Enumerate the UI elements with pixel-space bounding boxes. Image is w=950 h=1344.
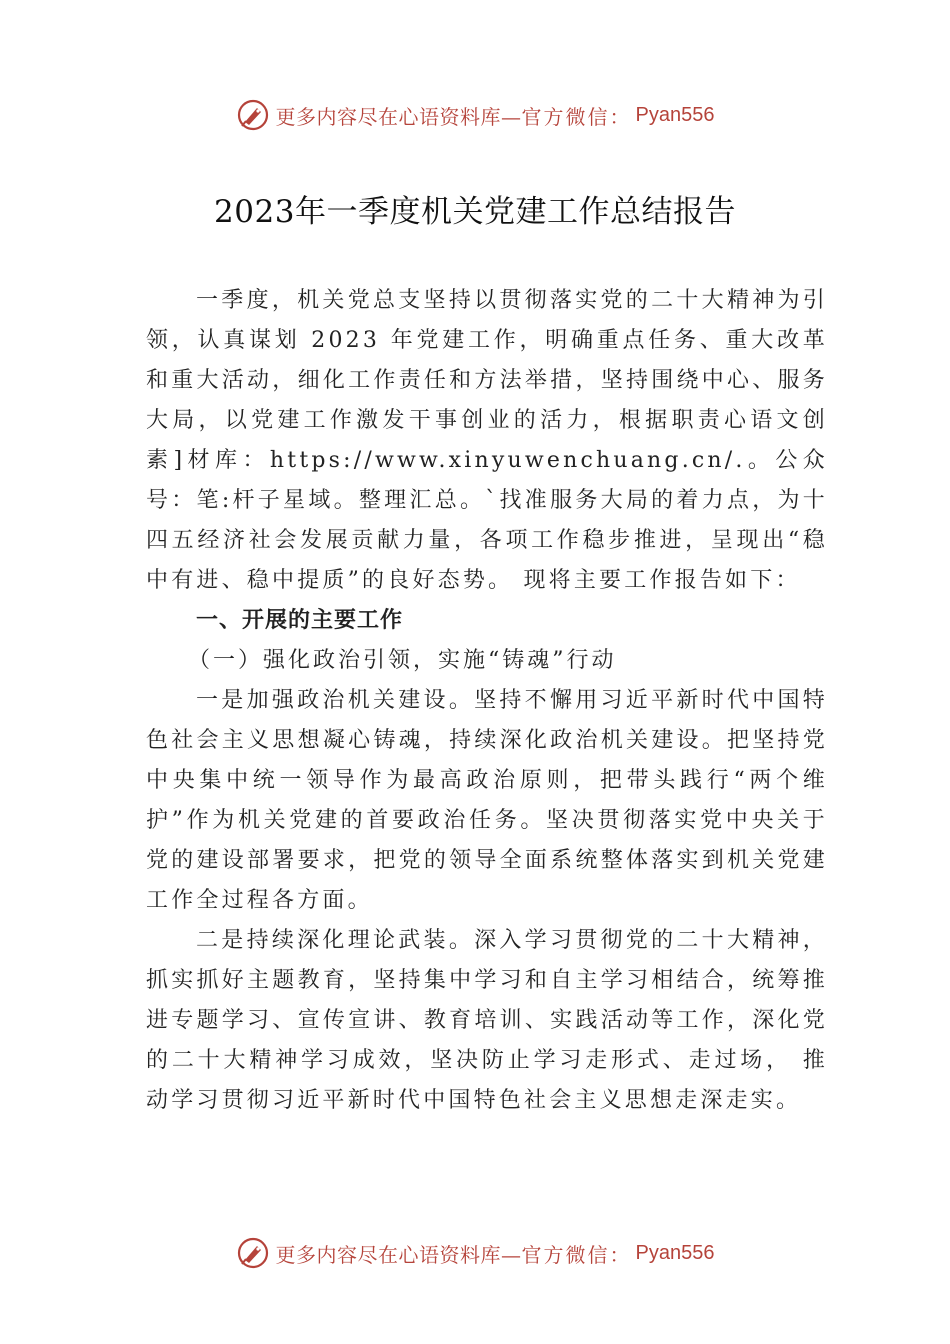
- subsection-heading: （一）强化政治引领，实施“铸魂”行动: [188, 648, 617, 673]
- body-paragraph-2: 二是持续深化理论武装。深入学习贯彻党的二十大精神，抓实抓好主题教育，坚持集中学习和自主学习相结合，统筹推进专题学习、宣传宣讲、教育培训、实践活动等工作，深化党的二十大精神学习成效，坚决防止学习走形式、走过场， 推动学习贯彻习近平新时代中国特色社会主义思想走深走实。: [146, 928, 828, 1113]
- header-banner: [0, 95, 950, 135]
- banner-contact-id: Pyan556: [635, 103, 715, 126]
- banner-brand-text: 更多内容尽在心语资料库—: [275, 104, 522, 129]
- pen-nib-logo-icon: [236, 98, 270, 132]
- banner-contact-label: 官方微信：: [521, 104, 632, 129]
- intro-paragraph: 一季度，机关党总支坚持以贯彻落实党的二十大精神为引领，认真谋划 2023 年党建工作，明确重点任务、重大改革和重大活动，细化工作责任和方法举措，坚持围绕中心、服务大局，以党建工作激发干事创业的活力，根据职责心语文创素]材库：https://www.xinyuwenchuang.cn/.。公众号：笔:杆子星域。整理汇总。`找准服务大局的着力点，为十四五经济社会发展贡献力量，各项工作稳步推进，呈现出“稳中有进、稳中提质”的良好态势。 现将主要工作报告如下：: [146, 288, 828, 593]
- document-title: 2023年一季度机关党建工作总结报告: [214, 194, 736, 230]
- document-body: [146, 281, 828, 1121]
- footer-banner: [0, 1233, 950, 1273]
- pen-nib-logo-icon: [236, 1236, 270, 1270]
- banner-contact-label: 官方微信：: [521, 1242, 632, 1267]
- banner-brand-text: 更多内容尽在心语资料库—: [275, 1242, 522, 1267]
- banner-contact-id: Pyan556: [635, 1241, 715, 1264]
- body-paragraph-1: 一是加强政治机关建设。坚持不懈用习近平新时代中国特色社会主义思想凝心铸魂，持续深化政治机关建设。把坚持党中央集中统一领导作为最高政治原则，把带头践行“两个维护”作为机关党建的首要政治任务。坚决贯彻落实党中央关于党的建设部署要求，把党的领导全面系统整体落实到机关党建工作全过程各方面。: [146, 688, 828, 913]
- section-heading: 一、开展的主要工作: [196, 608, 404, 633]
